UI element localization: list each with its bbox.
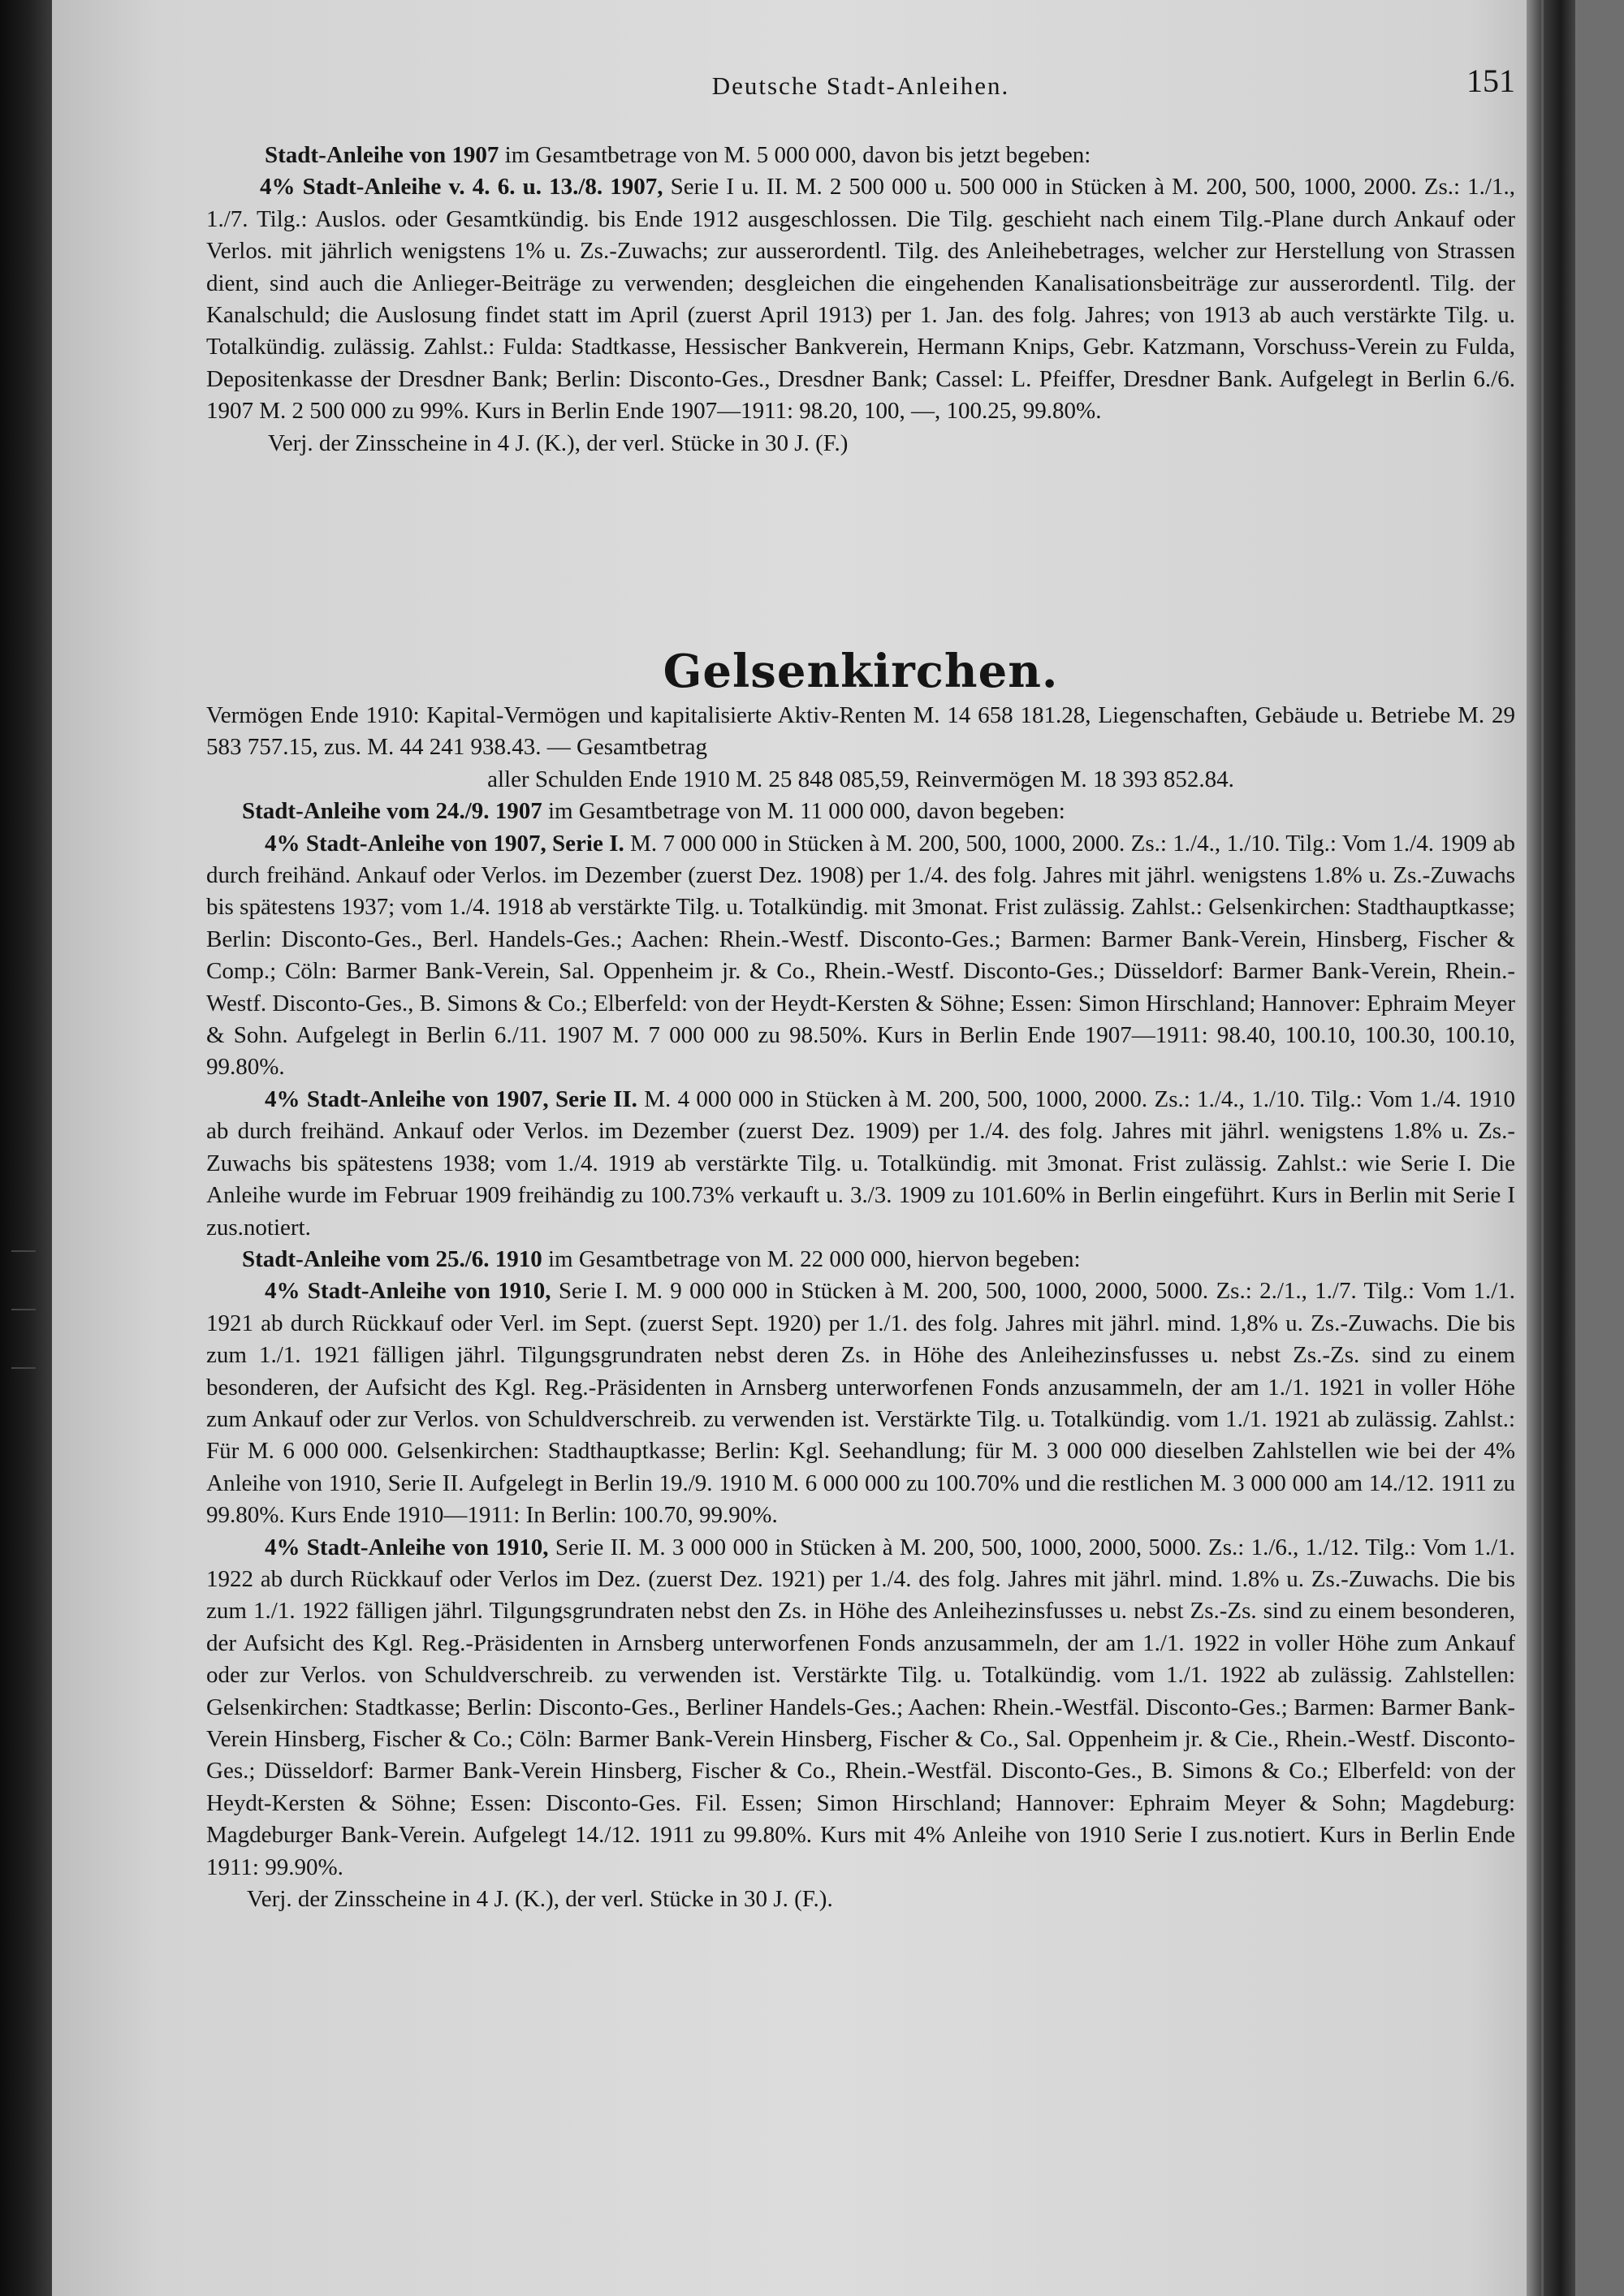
gelsenkirchen-section — [206, 700, 1515, 1915]
loan-1907-intro — [206, 796, 1515, 827]
fulda-verjaehrung: Verj. der Zinsscheine in 4 J. (K.), der verl. Stücke in 30 J. (F.) — [268, 429, 849, 456]
book-page — [52, 0, 1575, 2296]
loan-1910-serie-1-heading: 4% Stadt-Anleihe von 1910, — [265, 1278, 551, 1305]
gelsenkirchen-verjaehrung: Verj. der Zinsscheine in 4 J. (K.), der verl. Stücke in 30 J. (F.). — [247, 1886, 833, 1913]
loan-1910-serie-2 — [206, 1532, 1515, 1884]
running-head — [206, 63, 1515, 107]
loan-1910-serie-1-text: Serie I. M. 9 000 000 in Stücken à M. 200, 500, 1000, 2000, 5000. Zs.: 2./1., 1./7. Tilg.: Vom 1./1. 1921 ab durch Rückkauf oder Verl. im Sept. (zuerst Sept. 1920) per 1./1. des folg. Jahres mit jährl. mind. 1,8% u. Zs.-Zuwachs. Die bis zum 1./1. 1921 fälligen jährl. Tilgungsgrundraten nebst deren Zs. in Höhe des Anleihezinsfusses u. nebst Zs.-Zs. sind zu einem besonderen, der Aufsicht des Kgl. Reg.-Präsidenten in Arnsberg unterworfenen Fonds anzusammeln, der am 1./1. 1921 in voller Höhe zum Ankauf oder zur Verlos. von Schuldverschreib. zu verwenden ist. Verstärkte Tilg. u. Totalkündig. vom 1./1. 1921 ab zulässig. Zahlst.: Für M. 6 000 000. Gelsenkirchen: Stadthauptkasse; Berlin: Kgl. Seehandlung; für M. 3 000 000 dieselben Zahlstellen wie bei der 4% Anleihe von 1910, Serie II. Aufgelegt in Berlin 19./9. 1910 M. 6 000 000 zu 100.70% und die restlichen M. 3 000 000 am 14./12. 1911 zu 99.80%. Kurs Ende 1910—1911: In Berlin: 100.70, 99.90%. — [206, 1278, 1515, 1529]
fulda-issue-paragraph — [206, 171, 1515, 427]
loan-1907-serie-1 — [206, 828, 1515, 1084]
running-title: Deutsche Stadt-Anleihen. — [711, 71, 1010, 100]
margin-mark — [11, 1250, 36, 1252]
loan-1910-serie-2-text: Serie II. M. 3 000 000 in Stücken à M. 200, 500, 1000, 2000, 5000. Zs.: 1./6., 1./12. Tilg.: Vom 1./1. 1922 ab durch Rückkauf oder Verlos im Dez. (zuerst Dez. 1921) per 1./4. des folg. Jahres mit jährl. mind. 1.8% u. Zs.-Zuwachs. Die bis zum 1./1. 1922 fälligen jährl. Tilgungsgrundraten nebst den Zs. in Höhe des Anleihezinsfusses u. nebst Zs.-Zs. sind zu einem besonderen, der Aufsicht des Kgl. Reg.-Präsidenten in Arnsberg unterworfenen Fonds anzusammeln, der am 1./1. 1922 in voller Höhe zum Ankauf oder zur Verlos. von Schuldverschreib. zu verwenden ist. Verstärkte Tilg. u. Totalkündig. vom 1./1. 1922 ab zulässig. Zahlstellen: Gelsenkirchen: Stadtkasse; Berlin: Disconto-Ges., Berliner Handels-Ges.; Aachen: Rhein.-Westfäl. Disconto-Ges.; Barmen: Barmer Bank-Verein Hinsberg, Fischer & Co.; Cöln: Barmer Bank-Verein Hinsberg, Fischer & Co., Sal. Oppenheim jr. & Cie., Rhein.-Westf. Disconto-Ges.; Düsseldorf: Barmer Bank-Verein Hinsberg, Fischer & Co., Rhein.-Westfäl. Disconto-Ges., B. Simons & Co.; Elberfeld: von der Heydt-Kersten & Söhne; Essen: Disconto-Ges. Fil. Essen; Simon Hirschland; Hannover: Ephraim Meyer & Sohn; Magdeburg: Magdeburger Bank-Verein. Aufgelegt 14./12. 1911 zu 99.80%. Kurs mit 4% Anleihe von 1910 Serie I zus.notiert. Kurs in Berlin Ende 1911: 99.90%. — [206, 1534, 1515, 1880]
city-title: Gelsenkirchen. — [663, 645, 1059, 698]
loan-1907-serie-2 — [206, 1084, 1515, 1244]
loan-1907-serie-2-heading: 4% Stadt-Anleihe von 1907, Serie II. — [265, 1085, 637, 1112]
loan-1910-heading-text: im Gesamtbetrage von M. 22 000 000, hiervon begeben: — [542, 1245, 1081, 1272]
loan-1910-heading: Stadt-Anleihe vom 25./6. 1910 — [242, 1245, 542, 1272]
fulda-issue-heading: 4% Stadt-Anleihe v. 4. 6. u. 13./8. 1907, — [260, 174, 663, 201]
gutter-rule — [1541, 0, 1544, 2296]
fulda-loan-section — [206, 140, 1515, 460]
loan-1910-serie-1 — [206, 1275, 1515, 1531]
fulda-loan-heading: Stadt-Anleihe von 1907 — [265, 142, 499, 168]
gelsenkirchen-assets: Vermögen Ende 1910: Kapital-Vermögen und kapitalisierte Aktiv-Renten M. 14 658 181.28, Liegenschaften, Gebäude u. Betriebe M. 29 583 757.15, zus. M. 44 241 938.43. — Gesamtbetrag — [206, 702, 1515, 761]
fulda-loan-intro — [206, 140, 1515, 171]
loan-1907-heading-text: im Gesamtbetrage von M. 11 000 000, davon begeben: — [542, 798, 1065, 825]
loan-1907-heading: Stadt-Anleihe vom 24./9. 1907 — [242, 798, 542, 825]
margin-mark — [11, 1309, 36, 1310]
loan-1907-serie-2-text: M. 4 000 000 in Stücken à M. 200, 500, 1000, 2000. Zs.: 1./4., 1./10. Tilg.: Vom 1./4. 1910 ab durch freihänd. Ankauf oder Verlos. im Dezember (zuerst Dez. 1909) per 1./4. des folg. Jahres mit jährl. wenigstens 1.8% u. Zs.-Zuwachs bis spätestens 1938; vom 1./4. 1919 ab verstärkte Tilg. u. Totalkündig. mit 3monat. Frist zulässig. Zahlst.: wie Serie I. Die Anleihe wurde im Februar 1909 freihändig zu 100.73% verkauft u. 3./3. 1909 zu 101.60% in Berlin eingeführt. Kurs in Berlin mit Serie I zus.notiert. — [206, 1085, 1515, 1241]
loan-1907-serie-1-text: M. 7 000 000 in Stücken à M. 200, 500, 1000, 2000. Zs.: 1./4., 1./10. Tilg.: Vom 1./4. 1909 ab durch freihänd. Ankauf oder Verlos. im Dezember (zuerst Dez. 1908) per 1./4. des folg. Jahres mit jährl. wenigstens 1.8% u. Zs.-Zuwachs bis spätestens 1937; vom 1./4. 1918 ab verstärkte Tilg. u. Totalkündig. mit 3monat. Frist zulässig. Zahlst.: Gelsenkirchen: Stadthauptkasse; Berlin: Disconto-Ges., Berl. Handels-Ges.; Aachen: Rhein.-Westf. Disconto-Ges.; Barmen: Barmer Bank-Verein, Hinsberg, Fischer & Comp.; Cöln: Barmer Bank-Verein, Sal. Oppenheim jr. & Co., Rhein.-Westf. Disconto-Ges.; Düsseldorf: Barmer Bank-Verein, Rhein.-Westf. Disconto-Ges., B. Simons & Co.; Elberfeld: von der Heydt-Kersten & Söhne; Essen: Simon Hirschland; Hannover: Ephraim Meyer & Sohn. Aufgelegt in Berlin 6./11. 1907 M. 7 000 000 zu 98.50%. Kurs in Berlin Ende 1907—1911: 98.40, 100.10, 100.30, 100.10, 99.80%. — [206, 830, 1516, 1081]
fulda-loan-heading-text: im Gesamtbetrage von M. 5 000 000, davon bis jetzt begeben: — [499, 142, 1091, 168]
loan-1907-serie-1-heading: 4% Stadt-Anleihe von 1907, Serie I. — [265, 830, 624, 857]
loan-1910-serie-2-heading: 4% Stadt-Anleihe von 1910, — [265, 1534, 549, 1560]
margin-mark — [11, 1367, 36, 1369]
page-number: 151 — [1466, 63, 1515, 99]
gelsenkirchen-debts: aller Schulden Ende 1910 M. 25 848 085,59, Reinvermögen M. 18 393 852.84. — [487, 766, 1234, 792]
facing-page-edge — [0, 0, 52, 2296]
loan-1910-intro — [206, 1244, 1515, 1275]
page-gutter — [1527, 0, 1575, 2296]
fulda-issue-text: Serie I u. II. M. 2 500 000 u. 500 000 in Stücken à M. 200, 500, 1000, 2000. Zs.: 1./1., 1./7. Tilg.: Auslos. oder Gesamtkündig. bis Ende 1912 ausgeschlossen. Die Tilg. geschieht nach einem Tilg.-Plane durch Ankauf oder Verlos. mit jährlich wenigstens 1% u. Zs.-Zuwachs; zur ausserordentl. Tilg. des Anleihebetrages, welcher zur Herstellung von Strassen dient, sind auch die Anlieger-Beiträge zu verwenden; desgleichen die eingehenden Kanalisationsbeiträge zur ausserordentl. Tilg. der Kanalschuld; die Auslosung findet statt im April (zuerst April 1913) per 1. Jan. des folg. Jahres; von 1913 ab auch verstärkte Tilg. u. Totalkündig. zulässig. Zahlst.: Fulda: Stadtkasse, Hessischer Bankverein, Hermann Knips, Gebr. Katzmann, Vorschuss-Verein zu Fulda, Depositenkasse der Dresdner Bank; Berlin: Disconto-Ges., Dresdner Bank; Cassel: L. Pfeiffer, Dresdner Bank. Aufgelegt in Berlin 6./6. 1907 M. 2 500 000 zu 99%. Kurs in Berlin Ende 1907—1911: 98.20, 100, —, 100.25, 99.80%. — [206, 174, 1515, 425]
